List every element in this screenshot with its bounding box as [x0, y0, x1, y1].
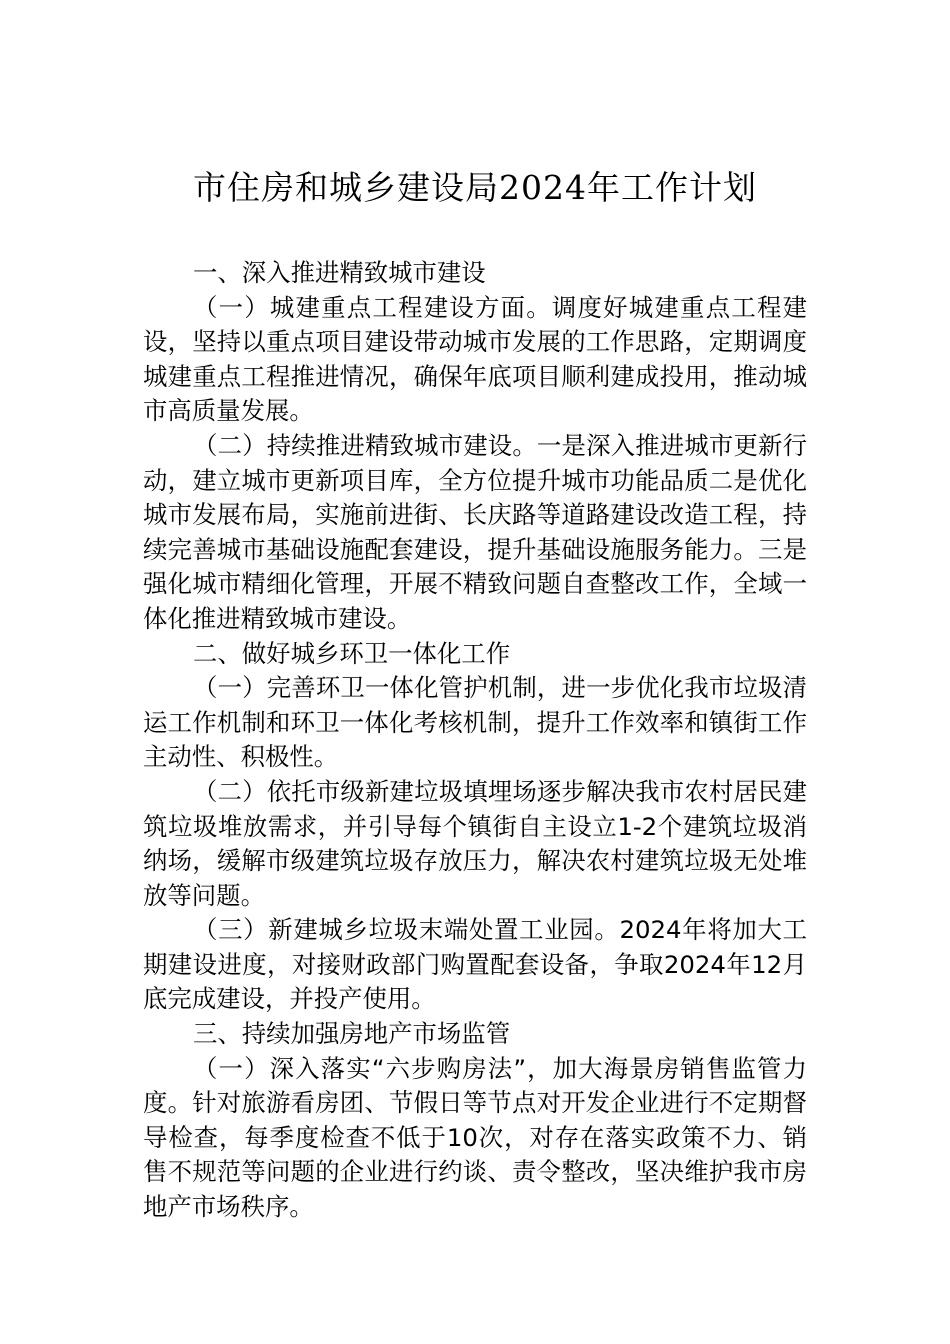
paragraph-3-1: （一）深入落实“六步购房法”，加大海景房销售监管力度。针对旅游看房团、节假日等节点对开发企业进行不定期督导检查，每季度检查不低于10次，对存在落实政策不力、销售不规范等问题的企业进行约谈、责令整改，坚决维护我市房地产市场秩序。: [143, 1053, 807, 1222]
section-heading-1: 一、深入推进精致城市建设: [193, 258, 486, 287]
section-heading-3: 三、持续加强房地产市场监管: [193, 1019, 511, 1049]
paragraph-2-3: （三）新建城乡垃圾末端处置工业园。2024年将加大工期建设进度，对接财政部门购置配套设备，争取2024年12月底完成建设，并投产使用。: [143, 915, 807, 1014]
paragraph-2-2: （二）依托市级新建垃圾填埋场逐步解决我市农村居民建筑垃圾堆放需求，并引导每个镇街自主设立1-2个建筑垃圾消纳场，缓解市级建筑垃圾存放压力，解决农村建筑垃圾无处堆放等问题。: [143, 776, 807, 910]
paragraph-2-1: （一）完善环卫一体化管护机制，进一步优化我市垃圾清运工作机制和环卫一体化考核机制，提升工作效率和镇街工作主动性、积极性。: [143, 673, 807, 772]
section-heading-2: 二、做好城乡环卫一体化工作: [193, 638, 511, 668]
document-title: 市住房和城乡建设局2024年工作计划: [193, 168, 757, 207]
document-body: [143, 256, 807, 1225]
paragraph-1-1: （一）城建重点工程建设方面。调度好城建重点工程建设，坚持以重点项目建设带动城市发展的工作思路，定期调度城建重点工程推进情况，确保年底项目顺利建成投用，推动城市高质量发展。: [143, 292, 807, 426]
paragraph-1-2: （二）持续推进精致城市建设。一是深入推进城市更新行动，建立城市更新项目库，全方位提升城市功能品质二是优化城市发展布局，实施前进街、长庆路等道路建设改造工程，持续完善城市基础设施配套建设，提升基础设施服务能力。三是强化城市精细化管理，开展不精致问题自查整改工作，全域一体化推进精致城市建设。: [143, 430, 807, 633]
